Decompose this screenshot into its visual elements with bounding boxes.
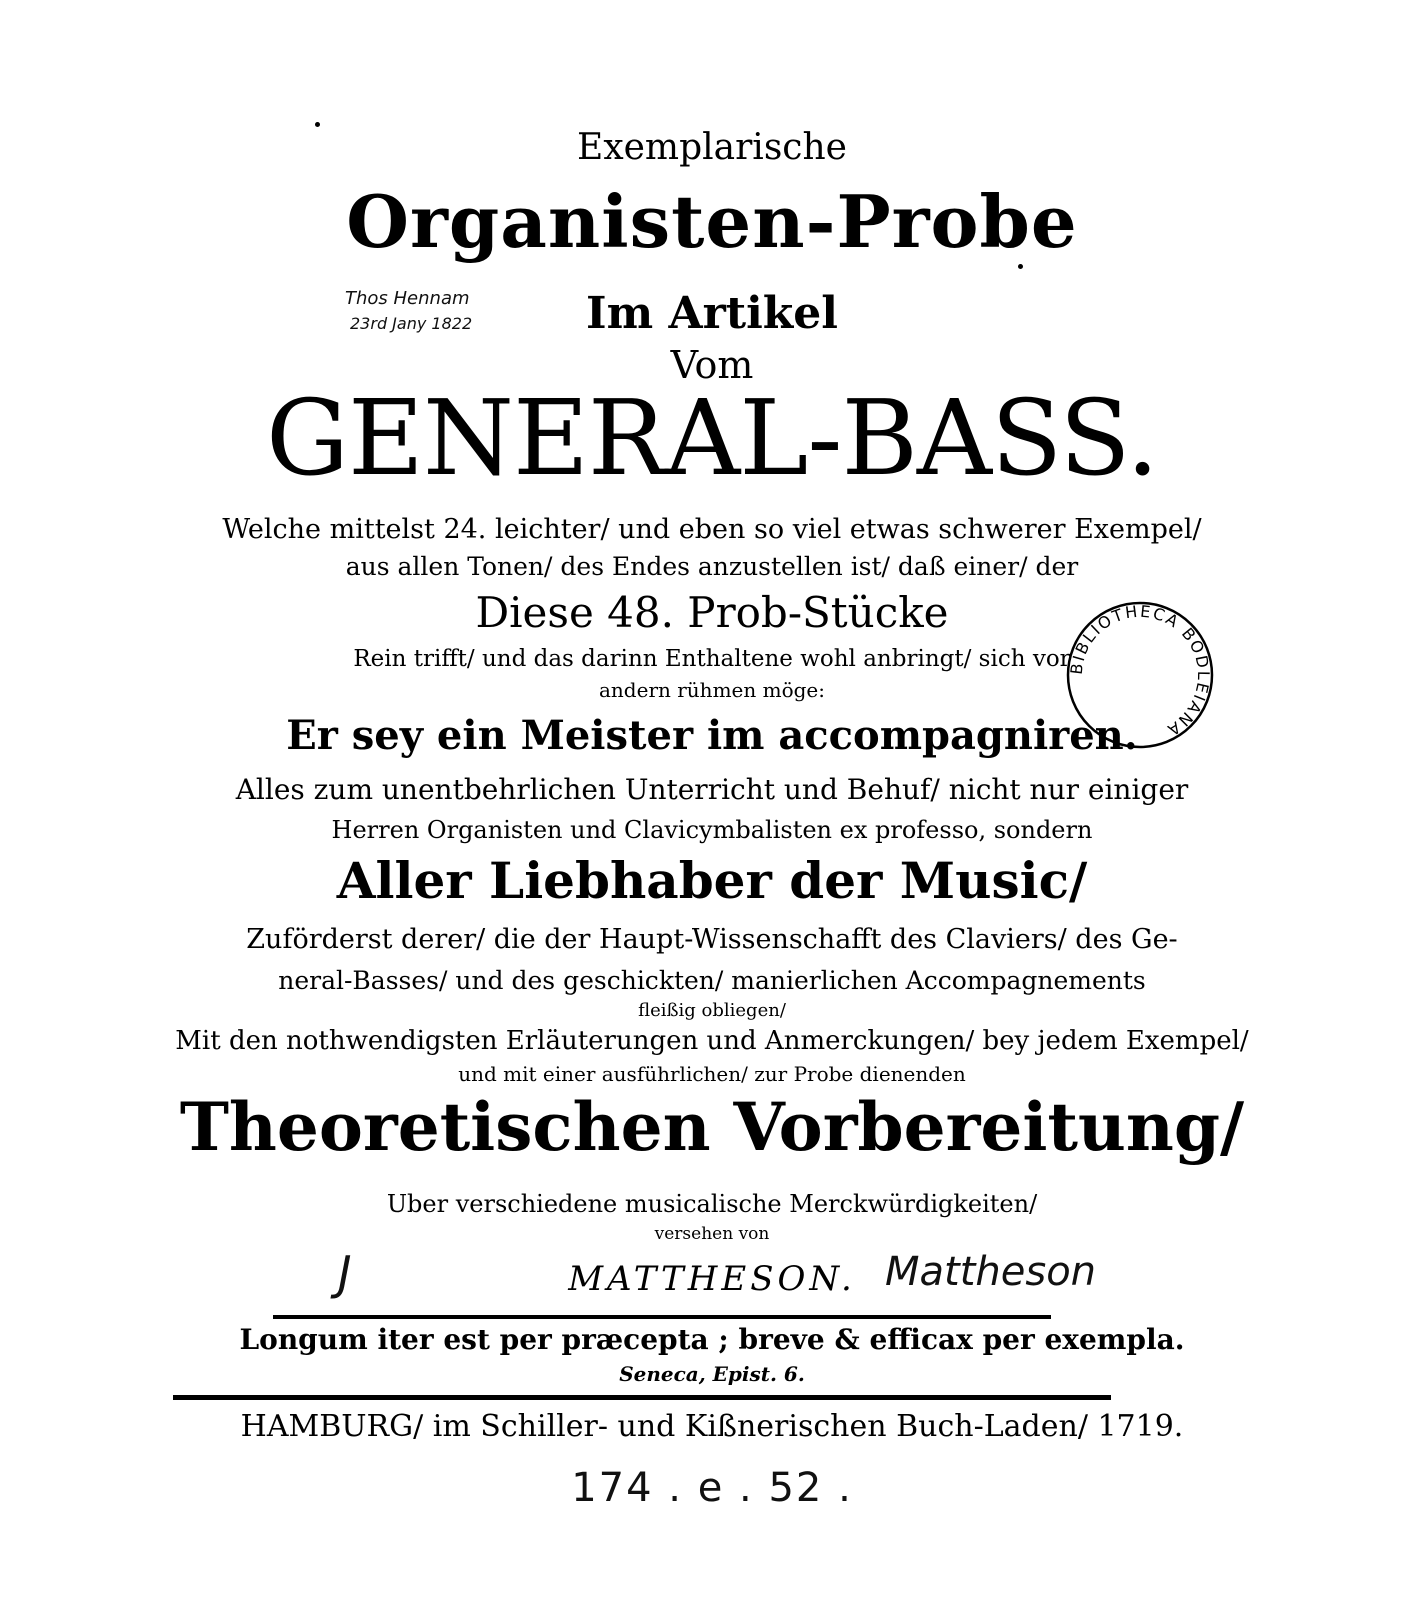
- author-name: MATTHESON.: [568, 1259, 856, 1299]
- text-line-rein-trifft: Rein trifft/ und das darinn Enthaltene wohl anbringt/ sich vor: [353, 646, 1071, 672]
- rule-above-motto: [273, 1315, 1051, 1319]
- title-line-vom: Vom: [670, 343, 754, 387]
- text-line-versehen-von: versehen von: [654, 1224, 770, 1244]
- library-stamp: [1065, 600, 1215, 750]
- ink-speck: [1018, 264, 1023, 269]
- rule-above-imprint: [173, 1395, 1111, 1400]
- ink-speck: [315, 122, 320, 127]
- text-line-mit-den: Mit den nothwendigsten Erläuterungen und Anmerckungen/ bey jedem Exempel/: [175, 1026, 1249, 1056]
- text-line-zufoerderst: Zuförderst derer/ die der Haupt-Wissenschafft des Claviers/ des Ge-: [246, 924, 1178, 955]
- handwritten-shelfmark: 174 . e . 52 .: [571, 1465, 853, 1511]
- stamp-text: BIBLIOTHECA BODLEIANA: [1066, 601, 1214, 741]
- text-line-theoretischen: Theoretischen Vorbereitung/: [179, 1088, 1245, 1166]
- motto: Longum iter est per præcepta ; breve & efficax per exempla.: [239, 1323, 1185, 1356]
- text-line-uber: Uber verschiedene musicalische Merckwürdigkeiten/: [386, 1190, 1038, 1218]
- text-line-welche: Welche mittelst 24. leichter/ und eben so viel etwas schwerer Exempel/: [222, 514, 1202, 545]
- text-line-fleissig: fleißig obliegen/: [638, 1000, 786, 1021]
- imprint: HAMBURG/ im Schiller- und Kißnerischen Buch-Laden/ 1719.: [240, 1409, 1184, 1444]
- motto-source: Seneca, Epist. 6.: [619, 1362, 805, 1386]
- handwritten-author-signature: Mattheson: [885, 1249, 1097, 1295]
- text-line-neral-basses: neral-Basses/ und des geschickten/ manierlichen Accompagnements: [278, 966, 1146, 995]
- title-line-general-bass: GENERAL-BASS.: [265, 377, 1159, 499]
- title-line-im-artikel: Im Artikel: [585, 288, 838, 339]
- text-line-meister: Er sey ein Meister im accompagniren.: [286, 712, 1138, 759]
- text-line-andern: andern rühmen möge:: [599, 678, 825, 702]
- handwritten-owner-name: Thos Hennam: [345, 288, 470, 309]
- text-line-herren: Herren Organisten und Clavicymbalisten ex professo, sondern: [331, 816, 1093, 844]
- text-line-alles-zum: Alles zum unentbehrlichen Unterricht und Behuf/ nicht nur einiger: [235, 773, 1189, 806]
- title-line-organisten-probe: Organisten-Probe: [346, 179, 1078, 264]
- text-line-aller-liebhaber: Aller Liebhaber der Music/: [336, 851, 1088, 910]
- handwritten-author-initial: J: [338, 1246, 352, 1300]
- text-line-aus-allen: aus allen Tonen/ des Endes anzustellen ist/ daß einer/ der: [345, 552, 1079, 581]
- text-line-diese-48: Diese 48. Prob-Stücke: [475, 588, 949, 637]
- handwritten-owner-date: 23rd Jany 1822: [350, 314, 473, 333]
- title-line-exemplarische: Exemplarische: [577, 127, 847, 168]
- text-line-und-mit: und mit einer ausführlichen/ zur Probe dienenden: [458, 1062, 966, 1086]
